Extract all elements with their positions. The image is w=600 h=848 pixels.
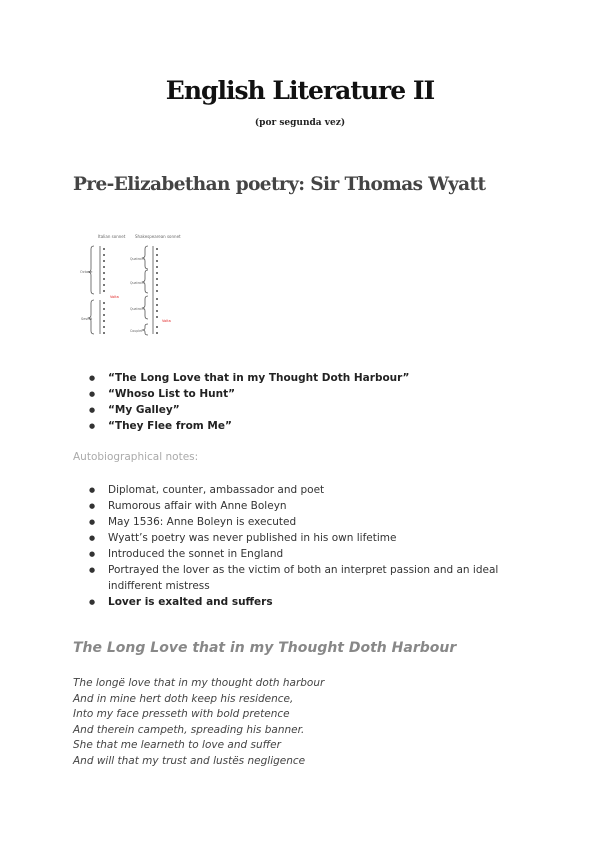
poem-title: The Long Love that in my Thought Doth Harbour bbox=[73, 640, 457, 656]
list-item: ● Portrayed the lover as the victim of both an interpret passion and an ideal indifferent mistress bbox=[92, 562, 508, 594]
poem-line: And will that my trust and lustës negligence bbox=[73, 754, 306, 767]
sonnet-structure-diagram bbox=[80, 230, 190, 342]
diagram-col-right: Shakespearean sonnet bbox=[135, 234, 181, 239]
diagram-left-dots bbox=[103, 248, 105, 334]
document-subtitle: (por segunda vez) bbox=[254, 118, 346, 128]
list-item: ● “Whoso List to Hunt” bbox=[92, 386, 508, 402]
list-item: ● Introduced the sonnet in England bbox=[92, 546, 508, 562]
diagram-right-dots bbox=[156, 248, 158, 334]
list-item: ● “The Long Love that in my Thought Doth Harbour” bbox=[92, 370, 508, 386]
notes-label: Autobiographical notes: bbox=[73, 451, 199, 463]
poem-line: Into my face presseth with bold pretence bbox=[73, 708, 290, 720]
diagram-couplet: Couplet bbox=[130, 329, 143, 333]
list-item: ● May 1536: Anne Boleyn is executed bbox=[92, 514, 508, 530]
diagram-quatrain-1: Quatrain bbox=[130, 257, 144, 261]
document-title: English Literature II bbox=[165, 76, 435, 105]
list-item: ● Lover is exalted and suffers bbox=[92, 594, 508, 610]
diagram-sestet-label: Sestet bbox=[81, 317, 93, 321]
works-list bbox=[92, 370, 508, 434]
list-item: ● Wyatt’s poetry was never published in his own lifetime bbox=[92, 530, 508, 546]
list-item: ● “They Flee from Me” bbox=[92, 418, 508, 434]
poem-text bbox=[73, 676, 324, 769]
list-item: ● “My Galley” bbox=[92, 402, 508, 418]
list-item: ● Diplomat, counter, ambassador and poet bbox=[92, 482, 508, 498]
poem-line: And in mine hert doth keep his residence, bbox=[73, 692, 294, 705]
diagram-volta-left: Volta bbox=[110, 295, 119, 299]
notes-list bbox=[92, 482, 508, 610]
list-item: ● Rumorous affair with Anne Boleyn bbox=[92, 498, 508, 514]
diagram-quatrain-3: Quatrain bbox=[130, 307, 144, 311]
diagram-col-left: Italian sonnet bbox=[98, 234, 126, 239]
poem-line: She that me learneth to love and suffer bbox=[73, 739, 281, 751]
diagram-volta-right: Volta bbox=[162, 319, 171, 323]
poem-line: The longë love that in my thought doth harbour bbox=[73, 677, 325, 689]
section-heading: Pre-Elizabethan poetry: Sir Thomas Wyatt bbox=[73, 174, 486, 195]
diagram-octave-label: Octave bbox=[80, 270, 93, 274]
poem-line: And therein campeth, spreading his banner. bbox=[73, 723, 305, 736]
diagram-quatrain-2: Quatrain bbox=[130, 281, 144, 285]
